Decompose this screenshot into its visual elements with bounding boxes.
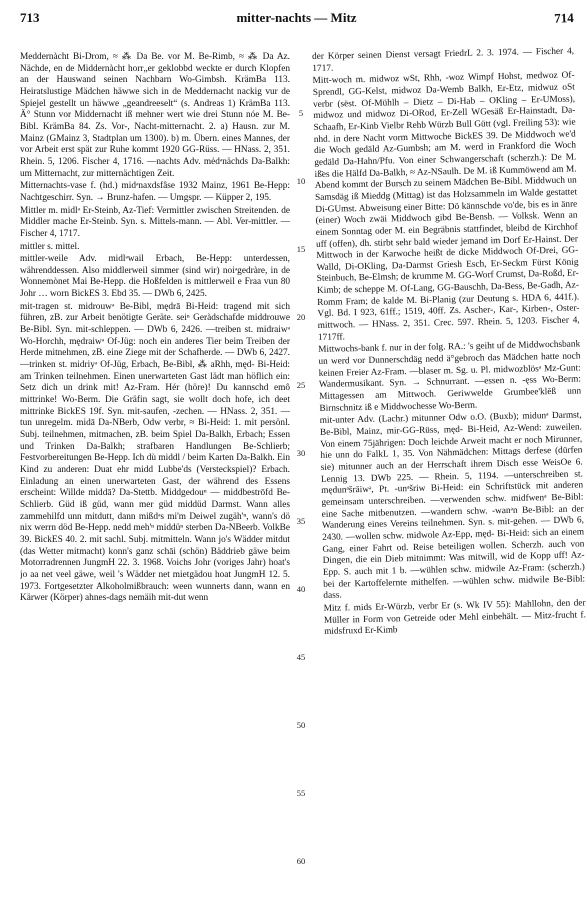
- entry-paragraph: der Körper seinen Dienst versagt FriedrL 2. 3. 1974. — Fischer 4, 1717.: [312, 46, 575, 74]
- entry-paragraph: mit-tragen st. midrouwᵊ Be-Bibl, mędrā Bi-Heid: tragend mit sich führen, zB. zur Arbeit benötigte Geräte. seiⁿ Geràdschafde middrouwe Be-Bibl. Syn. mit-schleppen. — DWb 6, 2426. —treiben st. midraiwᵊ Wo-Horchh, mędraiwᵊ Of-Jüg: noch ein anderes Tier beim Treiben der Herde mitnehmen, zB. eine Ziege mit der Schafherde. — DWb 6, 2427. —trinken st. midriyᵊ Of-Jüg, Erbach, Be-Bibl, ⁂ aRhh, męd- Bi-Heid: am Trinken teilnehmen. Einen unerwarteten Gast lädt man höflich ein: Setz dich un drink mit! Az-Fram. Hér (höre)! Du kannschd emô mittrinke! Wo-Berm. Die Gräfin sagt, sie wollt doch hofe, ich deet mittrinke BickES 19f. Syn. mit-saufen, -zechen. — HNass. 2, 351. —tun unregelm. midā Da-NBerb, Odw verbr, ≈ Bi-Heid: 1. mit persönl. Subj. teilnehmen, mitmachen, zB. beim Spiel Da-Balkh, Erbach; Essen und Trinken Da-Balkh; strafbaren Handlungen Be-Schlierb; Festvorbereitungen Be-Hepp. Ich dù middl / beim Karten Da-Balkh. Ein Kind zu anderen: Duat ehr midd Lubbe'ds (Versteckspiel)? Erbach. Einladung an einen unerwarteten Gast, der während des Essens erscheint: Willde middā? Da-Stettb. Middgedouⁿ — middbestrōfd Be-Schlierb. Güd iß güd, wann mer güd middüd Darmst. Wann alles zammehilfd unn mitdutt, dann mißdᵊs mi'm Deiwel zugäh'ⁿ, wann's dö nix werrn död Be-Hepp. nedd meh'ⁿ middüⁿ sterben Da-NBeerb. VolkBe 39. BickES 40. 2. mit sachl. Subj. mitmitteln. Wann jo's Wädder mitdut (das Wetter mitmacht) konn's ganz schāi (schön) Bäddrieb gäwe beim Motorradrennen JungmH 22. 3. 1968. Voichs Johr (voriges Jahr) hoat's jo aa net veel gäwe, weil 's Wädder net mietgädou hoat JungmH 12. 5. 1973. Fortgesetzter Alkoholmißbrauch: ween wunnerts dann, wann en Kärwer (Körper) ahnes-dags nemäih mit-dut wenn: [20, 301, 290, 604]
- line-number: 30: [296, 448, 306, 458]
- line-number: 25: [296, 380, 306, 390]
- line-number: 50: [296, 720, 306, 730]
- running-title: mitter-nachts — Mitz: [236, 10, 357, 25]
- page-header: [20, 10, 573, 32]
- line-number: 60: [296, 856, 306, 866]
- left-column: [20, 52, 290, 902]
- line-number: 40: [296, 584, 306, 594]
- entry-paragraph: Meddernàcht Bi-Drom, ≈ ⁂ Da Be. vor M. Be-Rimb, ≈ ⁂ Da Az. Nächde, en de Middernàcht horr„er geklobbd weckte er durch Klopfen an der Hauswand seinen Nachbarn Wo-Gimbsh. KrämBa 113. Heiratslustige Mädchen häwwe sich in de Meddernacht nackig vur de Spiejel gestellt un häwwe „geandreeselt“ (s. Andreas 1) KrämBa 113. Ä° Stunn vor Middernacht iß mehner wert wie drei Stunn nóe M. Be-Bibl. KrämBa 84. Zs. Vor-, Nacht-mitternacht. 2. a) Hausn. zur M. Mainz (GMainz 3, Stadtplan um 1300). b) m. Übern. eines Mannes, der vor Arbeit erst spät zur Ruhe kommt 1920 GG-Rüss. — HNass. 2, 351. Rhein. 5, 1206. Fischer 4, 1716. —nachts Adv. mėdᵊnächds Da-Balkh: um Mitternacht, zur mitternächtigen Zeit.: [20, 52, 290, 179]
- line-number: 55: [296, 788, 306, 798]
- entry-paragraph: Mitt-woch m. midwoz wSt, Rhh, -woz Wimpf Hohst, medwoz Of-Sprendl, GG-Kelst, midwoz Da-Wemb Balkh, Er-Etz, midwuz oSt verbr (sëst. Of-Mühlh – Dietz – Di-Hab – OKling – Er-UMoss), midwoz und midwoz Di-ORod, Er-Zell WGesäß Er-Hainstadt, Da-Schaafh, Er-Kinb Vielbr Rehb Würzb Bull Gütt (vgl. Freiling 53): wie nhd. in dere Nacht vorm Mittwoche BickES 39. De Middwoch we'd die Woch gedäld Az-Gumbsh; am M. werd in Frankford die Woch gedäld Da-Hahn/Pfu. Von einer Schwangerschaft (scherzh.): De M. iß̈es die Hälfd Da-Balkh, ≈ Az-NSaulh. De M. iß Kummöwend am M. Abend kommt der Bursch zu seinem Mädchen Be-Bibl. Middwuch un Samsdäg iß Mieddg (Mittag) ist das Holzsammeln im Walde gestattet Di-GUmst. Abweisung einer Bitte: Dö kännschde vo'de, bis es in änre (einer) Woch zwäi Middwoch gibd Be-Bensh. — Volksk. Wenn an einem Sonntag oder M. ein Begräbnis stattfindet, bleibd de Kirchhof uff (offen), dh. stirbt sehr bald wieder jemand im Dorf Er-Hainst. Der Mittwoch in der Karwoche heißt de dicke Middwoch Of-Drei, GG-Walld, Di-OKling, Da-Darmst Griesh Esch, Er-Seckm Fürst König Steinbuch, Be-Elmsh; de krumme M. GG-Worf Crumst, Da-Roßd, Er-Kimb; de scheppe M. Of-Lang, GG-Bauschh, Da-Bess, Be-Gadh, Az-Romm Fram; de kalde M. Bi-Planig (zur Deutung s. HDA 6, 441f.). Vgl. Bd. I 923, 61ff.; 1519, 40ff. Zs. Ascher-, Kar-, Kirben-, Oster-mittwoch. — HNass. 2, 351. Crec. 597. Rhein. 5, 1203. Fischer 4, 1717ff.: [312, 70, 580, 343]
- entry-paragraph: mittler s. mittel.: [20, 241, 80, 252]
- page-number-right: 714: [553, 10, 574, 26]
- line-number: 20: [296, 312, 306, 322]
- line-numbers: [293, 52, 309, 902]
- line-number: 15: [296, 244, 306, 254]
- right-column: [312, 47, 587, 902]
- entry-paragraph: mittler-weile Adv. midlᵊwail Erbach, Be-Hepp: unterdessen, währenddessen. Also middlerweil simmer (sind wir) noiᵊgedràre, in de Wonnemònet Mai Be-Hepp. die Hoßfelden is mittlerweil e Fraa vun 80 Johr … worn BickES 3. Ebd 35. — DWb 6, 2425.: [20, 254, 290, 300]
- entry-paragraph: mit-unter Adv. (Lachr.) mitunner Odw o.O. (Buxb); midunᵊ Darmst, Be-Bibl, Mainz, mir-GG-Rüss, męd- Bi-Heid, Az-Wend: zuweilen. Von einem 75jährigen: Doch leichde Arweit macht er noch Mirunner, hie unn do FalkL 1, 35. Von Nähmädchen: Mittags derfese (dürfen sie) mitunner auch an der Herrschaft ihrem Disch esse WeisOe 6. Lennig 13. DWb 225. — Rhein. 5, 1194. —unterschreiben st. mędunᵊšrāiwᵊ, Pt. -unᵊšriw Bi-Heid: ein Schriftstück mit anderen gemeinsam unterschreiben. —verwenden schw. midfwenᵊ Be-Bibl: eine Sache mitbenutzen. —wandern schw. -wanᵊn Be-Bibl: an der Wanderung eines Vereins teilnehmen. Syn. s. mit-gehen. — DWb 6, 2430. —wollen schw. midwole Az-Epp, męd- Bi-Heid: sich an einem Gang, einer Fahrt od. Reise beteiligen wollen. Scherzh. auch von Dingen, die ein Dieb mitnimmt: Was mitwill, wid de Kopp uff! Az-Epp. S. auch mit 1 b. —wühlen schw. midwile Az-Fram: (scherzh.) bei der Kartoffelernte mithelfen. —wühlen schw. midwile Be-Bibl: dass.: [319, 410, 586, 602]
- line-number: 5: [298, 108, 304, 118]
- line-number: 10: [296, 176, 306, 186]
- page-number-left: 713: [20, 10, 40, 25]
- entry-paragraph: Mittler m. midlᵊ Er-Steinb, Az-Tief: Vermittler zwischen Streitenden. de Middler mache Er-Steinb. Syn. s. Mittels-mann. — Abl. Ver-mittler. — Fischer 4, 1717.: [20, 205, 290, 239]
- line-number: 35: [296, 516, 306, 526]
- entry-paragraph: Mitz f. mids Er-Würzb, verbr Er (s. Wk IV 55): Mahllohn, den der Müller in Form von Getreide oder Mehl einbehält. — Mitz-frucht f. midsfruxd Er-Kimb: [323, 598, 586, 638]
- line-number: 45: [296, 652, 306, 662]
- entry-paragraph: Mitternachts-vase f. (hd.) midᵊnaxdsfâse 1932 Mainz, 1961 Be-Hepp: Nachtgeschirr. Syn. → Brunz-hafen. — Umgspr. — Küpper 2, 195.: [20, 181, 290, 203]
- entry-paragraph: Mittwochs-bank f. nur in der folg. RA.: 's geiht uf de Middwochsbank un werd vor Dunnerschdäg nedd ä°gebroch das Mädchen hatte noch keinen Freier Az-Fram. —blaser m. Sg. u. Pl. midwozblösᵊ Mz-Gunt: Wandermusikant. Syn. → Schnurrant. —essen n. -ęss Wo-Berm: Mittagessen am Mittwoch. Geriwwelde Grumbee'klēß unn Birnschnitz iß e Middwochesse Wo-Berm.: [318, 339, 582, 414]
